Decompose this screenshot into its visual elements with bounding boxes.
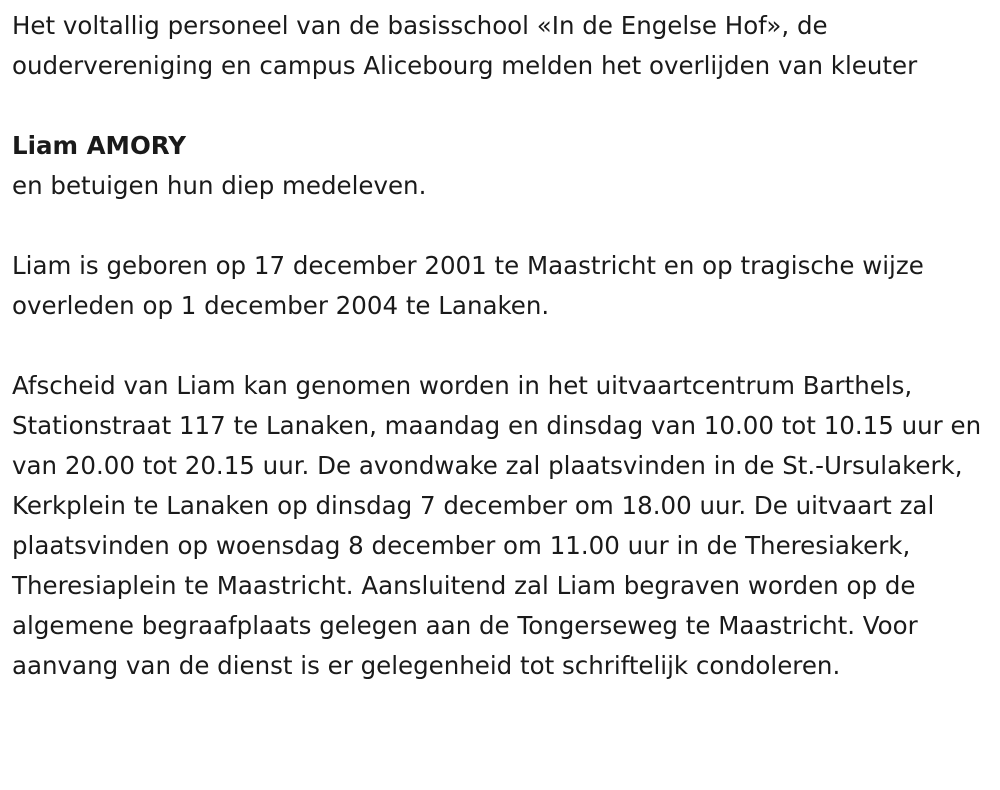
birth-death-paragraph: Liam is geboren op 17 december 2001 te Maastricht en op tragische wijze overleden op 1 december 2004 te Lanaken. [12,251,924,320]
ceremony-paragraph: Afscheid van Liam kan genomen worden in het uitvaartcentrum Barthels, Stationstraat 117 te Lanaken, maandag en dinsdag van 10.00 tot 10.15 uur en van 20.00 tot 20.15 uur. De avondwake zal plaatsvinden in de St.-Ursulakerk, Kerkplein te Lanaken op dinsdag 7 december om 18.00 uur. De uitvaart zal plaatsvinden op woensdag 8 december om 11.00 uur in de Theresiakerk, Theresiaplein te Maastricht. Aansluitend zal Liam begraven worden op de algemene begraafplaats gelegen aan de Tongerseweg te Maastricht. Voor aanvang van de dienst is er gelegenheid tot schriftelijk condoleren. [12,371,982,680]
sympathy-line: en betuigen hun diep medeleven. [12,171,427,200]
deceased-name: Liam AMORY [12,131,187,160]
intro-paragraph: Het voltallig personeel van de basisschool «In de Engelse Hof», de oudervereniging en campus Alicebourg melden het overlijden van kleuter [12,11,918,80]
